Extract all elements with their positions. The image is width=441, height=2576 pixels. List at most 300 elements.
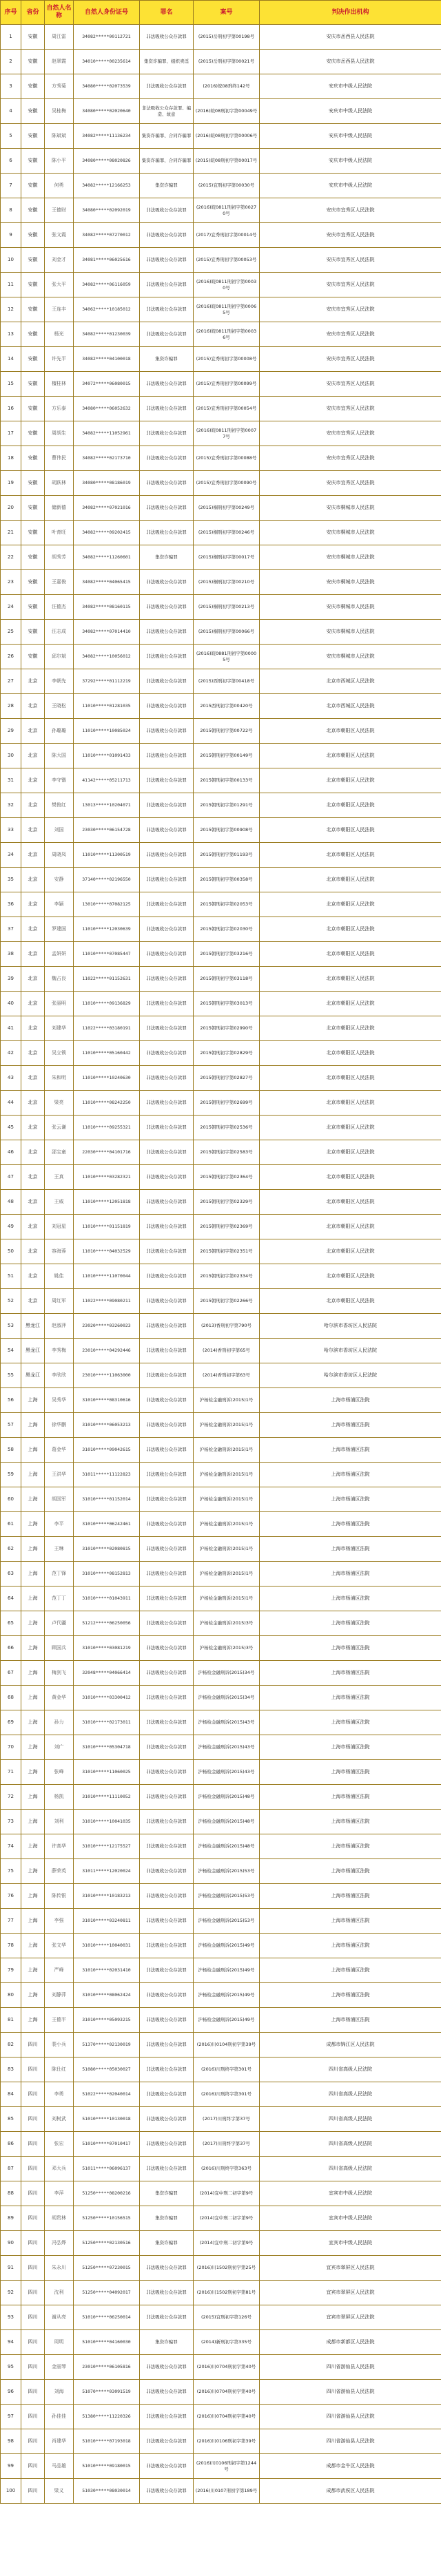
- row-province: 上海: [21, 1487, 45, 1512]
- row-case-number: 2015朝刑初字第02583号: [194, 1140, 260, 1165]
- row-index: 68: [1, 1686, 21, 1710]
- row-province: 上海: [21, 1611, 45, 1636]
- table-row: [1, 694, 441, 719]
- row-province: 安徽: [21, 74, 45, 99]
- row-province: 安徽: [21, 645, 45, 669]
- row-case-number: 沪杨检金融刑诉(2015)1号: [194, 1438, 260, 1463]
- row-province: 黑龙江: [21, 1314, 45, 1339]
- row-crime: 非法吸收公众存款罪: [140, 25, 194, 50]
- row-name: 刘广: [45, 1735, 74, 1760]
- table-row: [1, 1983, 441, 2008]
- row-province: 安徽: [21, 25, 45, 50]
- row-case-number: 沪杨检金融刑诉(2015)53号: [194, 1909, 260, 1934]
- row-id-number: 51250*****10156515: [74, 2206, 140, 2231]
- row-name: 安静: [45, 868, 74, 892]
- row-case-number: (2017)川刑终字第37号: [194, 2132, 260, 2157]
- row-case-number: (2015)桐刑初字第00210号: [194, 570, 260, 595]
- table-row: [1, 2082, 441, 2107]
- table-row: [1, 1710, 441, 1735]
- row-court: 安庆市桐城市人民法院: [260, 545, 441, 570]
- row-crime: 非法吸收公众存款罪: [140, 2454, 194, 2479]
- row-id-number: 34082*****01230039: [74, 322, 140, 347]
- row-case-number: 2015朝刑初字第01193号: [194, 843, 260, 868]
- row-case-number: 沪杨检金融刑诉(2015)43号: [194, 1760, 260, 1785]
- row-index: 38: [1, 942, 21, 967]
- row-case-number: 2015朝刑初字第02351号: [194, 1239, 260, 1264]
- row-index: 95: [1, 2355, 21, 2380]
- table-row: [1, 2132, 441, 2157]
- row-case-number: 沪杨检金融刑诉(2015)1号: [194, 1587, 260, 1611]
- row-case-number: 沪杨检金融刑诉(2015)34号: [194, 1686, 260, 1710]
- row-index: 33: [1, 818, 21, 843]
- table-row: [1, 397, 441, 421]
- table-row: [1, 2281, 441, 2305]
- row-id-number: 34082*****07021016: [74, 496, 140, 521]
- table-row: [1, 570, 441, 595]
- row-index: 69: [1, 1710, 21, 1735]
- row-province: 安徽: [21, 446, 45, 471]
- row-name: 杨光: [45, 322, 74, 347]
- row-court: 上海市杨浦区法院: [260, 1909, 441, 1934]
- row-id-number: 11010*****04032529: [74, 1239, 140, 1264]
- row-index: 98: [1, 2429, 21, 2454]
- row-crime: 非法吸收公众存款罪: [140, 1314, 194, 1339]
- row-case-number: 2015朝刑初字第02266号: [194, 1289, 260, 1314]
- row-province: 上海: [21, 1909, 45, 1934]
- row-index: 24: [1, 595, 21, 620]
- row-index: 74: [1, 1834, 21, 1859]
- row-id-number: 31010*****08310616: [74, 1388, 140, 1413]
- row-crime: 非法吸收公众存款罪: [140, 1016, 194, 1041]
- table-row: [1, 1388, 441, 1413]
- row-court: 北京市朝阳区人民法院: [260, 1165, 441, 1190]
- row-case-number: (2014)宜中刑二初字第9号: [194, 2231, 260, 2256]
- table-row: [1, 1264, 441, 1289]
- row-court: 北京市朝阳区人民法院: [260, 1091, 441, 1116]
- row-id-number: 31010*****09042615: [74, 1438, 140, 1463]
- row-court: 北京市朝阳区人民法院: [260, 843, 441, 868]
- row-crime: 非法吸收公众存款罪: [140, 1264, 194, 1289]
- row-case-number: (2016)皖08刑初字第00006号: [194, 124, 260, 149]
- row-index: 30: [1, 744, 21, 768]
- row-name: 刘利: [45, 1810, 74, 1834]
- table-header: [1, 1, 441, 25]
- row-index: 45: [1, 1116, 21, 1140]
- row-index: 43: [1, 1066, 21, 1091]
- row-name: 邓大兵: [45, 2157, 74, 2181]
- table-row: [1, 347, 441, 372]
- row-case-number: 沪杨检金融刑诉(2015)1号: [194, 1413, 260, 1438]
- row-province: 上海: [21, 1512, 45, 1537]
- row-court: 北京市朝阳区人民法院: [260, 1215, 441, 1239]
- row-province: 上海: [21, 1884, 45, 1909]
- header-index: 序号: [1, 1, 21, 25]
- row-province: 北京: [21, 694, 45, 719]
- row-id-number: 23030*****06154728: [74, 818, 140, 843]
- row-court: 上海市杨浦区法院: [260, 1785, 441, 1810]
- row-court: 四川省高级人民法院: [260, 2107, 441, 2132]
- row-case-number: 沪杨检金融刑诉(2015)53号: [194, 1884, 260, 1909]
- row-crime: 非法吸收公众存款罪: [140, 645, 194, 669]
- row-index: 73: [1, 1810, 21, 1834]
- table-row: [1, 273, 441, 297]
- row-name: 梁亮: [45, 1091, 74, 1116]
- row-id-number: 11010*****01091433: [74, 744, 140, 768]
- row-province: 北京: [21, 942, 45, 967]
- row-index: 83: [1, 2057, 21, 2082]
- row-id-number: 31010*****11060025: [74, 1760, 140, 1785]
- table-row: [1, 2181, 441, 2206]
- row-id-number: 23020*****03260023: [74, 1314, 140, 1339]
- row-case-number: (2017)宜秀刑初字第00014号: [194, 223, 260, 248]
- row-province: 安徽: [21, 198, 45, 223]
- row-name: 李平: [45, 1512, 74, 1537]
- row-case-number: 沪杨检金融刑诉(2015)49号: [194, 1958, 260, 1983]
- row-name: 孙佳佳: [45, 2405, 74, 2429]
- row-name: 姚佳: [45, 1264, 74, 1289]
- row-case-number: (2015)皖08刑初字第00017号: [194, 149, 260, 174]
- row-case-number: (2017)川刑终字第37号: [194, 2107, 260, 2132]
- row-case-number: 沪杨检金融刑诉(2015)34号: [194, 1661, 260, 1686]
- row-crime: 集资诈骗罪: [140, 2231, 194, 2256]
- row-court: 北京市朝阳区人民法院: [260, 1066, 441, 1091]
- table-row: [1, 2429, 441, 2454]
- row-province: 北京: [21, 1016, 45, 1041]
- row-province: 黑龙江: [21, 1339, 45, 1363]
- row-crime: 非法吸收公众存款罪: [140, 198, 194, 223]
- row-crime: 非法吸收公众存款罪: [140, 1066, 194, 1091]
- row-id-number: 34080*****08186019: [74, 471, 140, 496]
- row-province: 四川: [21, 2305, 45, 2330]
- row-crime: 集资诈骗罪、合同诈骗罪: [140, 124, 194, 149]
- row-index: 60: [1, 1487, 21, 1512]
- row-case-number: 2015西刑初字第00420号: [194, 694, 260, 719]
- table-row: [1, 446, 441, 471]
- row-case-number: (2015)岳刑初字第00198号: [194, 25, 260, 50]
- table-row: [1, 2057, 441, 2082]
- row-court: 安庆市宜秀区人民法院: [260, 273, 441, 297]
- row-court: 哈尔滨市香坊区人民法院: [260, 1314, 441, 1339]
- row-id-number: 51010*****10130018: [74, 2107, 140, 2132]
- row-case-number: (2015)宜秀刑初字第00090号: [194, 471, 260, 496]
- row-province: 安徽: [21, 347, 45, 372]
- row-id-number: 51380*****11220326: [74, 2405, 140, 2429]
- row-id-number: 31010*****02080815: [74, 1537, 140, 1562]
- row-name: 魏占良: [45, 967, 74, 992]
- row-court: 北京市朝阳区人民法院: [260, 942, 441, 967]
- row-index: 72: [1, 1785, 21, 1810]
- row-crime: 非法吸收公众存款罪: [140, 1165, 194, 1190]
- row-index: 34: [1, 843, 21, 868]
- row-name: 曹伟民: [45, 446, 74, 471]
- row-index: 4: [1, 99, 21, 124]
- row-index: 100: [1, 2479, 21, 2504]
- row-name: 王真: [45, 1165, 74, 1190]
- row-court: 安庆市桐城市人民法院: [260, 496, 441, 521]
- row-crime: 非法吸收公众存款罪: [140, 248, 194, 273]
- row-index: 17: [1, 421, 21, 446]
- row-court: 安庆市宜秀区人民法院: [260, 322, 441, 347]
- row-crime: 非法吸收公众存款罪: [140, 297, 194, 322]
- row-crime: 非法吸收公众存款罪: [140, 1636, 194, 1661]
- table-row: [1, 1215, 441, 1239]
- row-index: 36: [1, 892, 21, 917]
- row-id-number: 51010*****07010417: [74, 2132, 140, 2157]
- row-court: 安庆市桐城市人民法院: [260, 570, 441, 595]
- table-row: [1, 99, 441, 124]
- row-name: 孙璐璐: [45, 719, 74, 744]
- row-index: 81: [1, 2008, 21, 2033]
- row-index: 44: [1, 1091, 21, 1116]
- row-province: 四川: [21, 2107, 45, 2132]
- table-row: [1, 768, 441, 793]
- row-index: 56: [1, 1388, 21, 1413]
- table-row: [1, 2033, 441, 2057]
- row-crime: 非法吸收公众存款罪: [140, 1512, 194, 1537]
- table-row: [1, 1190, 441, 1215]
- row-court: 上海市杨浦区法院: [260, 1958, 441, 1983]
- table-row: [1, 2330, 441, 2355]
- row-crime: 非法吸收公众存款罪: [140, 818, 194, 843]
- table-row: [1, 1537, 441, 1562]
- row-name: 李萍: [45, 2181, 74, 2206]
- row-court: 上海市杨浦区法院: [260, 1487, 441, 1512]
- row-name: 胡秀芳: [45, 545, 74, 570]
- row-id-number: 11010*****08242250: [74, 1091, 140, 1116]
- row-court: 安庆市中级人民法院: [260, 149, 441, 174]
- row-court: 上海市杨浦区法院: [260, 1512, 441, 1537]
- table-row: [1, 2157, 441, 2181]
- table-row: [1, 967, 441, 992]
- row-id-number: 51080*****05030027: [74, 2057, 140, 2082]
- row-case-number: 2015朝刑初字第03118号: [194, 967, 260, 992]
- row-id-number: 11010*****03282321: [74, 1165, 140, 1190]
- row-case-number: (2015)宜秀刑初字第00008号: [194, 347, 260, 372]
- row-id-number: 34082*****02173710: [74, 446, 140, 471]
- table-row: [1, 223, 441, 248]
- row-id-number: 34081*****06025616: [74, 248, 140, 273]
- row-province: 四川: [21, 2206, 45, 2231]
- row-name: 孙力: [45, 1710, 74, 1735]
- row-name: 薛荣英: [45, 1859, 74, 1884]
- row-id-number: 51010*****04160030: [74, 2330, 140, 2355]
- row-crime: 非法吸收公众存款罪: [140, 942, 194, 967]
- row-name: 张大平: [45, 273, 74, 297]
- row-case-number: (2014)香刑初字第65号: [194, 1339, 260, 1363]
- row-id-number: 37292*****01112219: [74, 669, 140, 694]
- row-province: 四川: [21, 2181, 45, 2206]
- row-name: 金丽琴: [45, 2355, 74, 2380]
- row-crime: 集资诈骗罪、组织卖淫: [140, 50, 194, 74]
- row-index: 66: [1, 1636, 21, 1661]
- row-crime: 非法吸收公众存款罪: [140, 1983, 194, 2008]
- row-name: 张云谦: [45, 1116, 74, 1140]
- row-court: 北京市朝阳区人民法院: [260, 1016, 441, 1041]
- row-index: 52: [1, 1289, 21, 1314]
- row-case-number: 2015朝刑初字第02364号: [194, 1165, 260, 1190]
- table-row: [1, 248, 441, 273]
- table-row: [1, 149, 441, 174]
- row-crime: 非法吸收公众存款罪: [140, 1735, 194, 1760]
- row-name: 裴小兵: [45, 2033, 74, 2057]
- row-name: 王连丰: [45, 297, 74, 322]
- row-court: 上海市杨浦区法院: [260, 1562, 441, 1587]
- table-row: [1, 1958, 441, 1983]
- row-name: 邱尔斌: [45, 645, 74, 669]
- row-province: 安徽: [21, 521, 45, 545]
- row-id-number: 31010*****02031410: [74, 1958, 140, 1983]
- row-crime: 非法吸收公众存款罪: [140, 992, 194, 1016]
- row-case-number: (2015)岳刑初字第00021号: [194, 50, 260, 74]
- row-id-number: 34072*****06080015: [74, 372, 140, 397]
- row-name: 朱永川: [45, 2256, 74, 2281]
- row-case-number: 2015朝刑初字第02334号: [194, 1264, 260, 1289]
- row-crime: 非法吸收公众存款罪: [140, 843, 194, 868]
- row-index: 71: [1, 1760, 21, 1785]
- row-id-number: 51070*****03091519: [74, 2380, 140, 2405]
- row-id-number: 51022*****02040014: [74, 2082, 140, 2107]
- row-crime: 非法吸收公众存款罪: [140, 793, 194, 818]
- row-id-number: 31010*****05093215: [74, 2008, 140, 2033]
- table-row: [1, 471, 441, 496]
- row-name: 许高华: [45, 1834, 74, 1859]
- row-court: 北京市朝阳区人民法院: [260, 967, 441, 992]
- row-index: 64: [1, 1587, 21, 1611]
- row-case-number: (2016)川0107刑初字第189号: [194, 2479, 260, 2504]
- row-name: 冯弘烨: [45, 2231, 74, 2256]
- row-crime: 集资诈骗罪、合同诈骗罪: [140, 149, 194, 174]
- table-row: [1, 25, 441, 50]
- row-name: 储新德: [45, 496, 74, 521]
- row-province: 北京: [21, 1091, 45, 1116]
- row-crime: 非法吸收公众存款罪: [140, 322, 194, 347]
- row-court: 安庆市桐城市人民法院: [260, 521, 441, 545]
- row-court: 宜宾市翠屏区人民法院: [260, 2281, 441, 2305]
- row-province: 安徽: [21, 99, 45, 124]
- table-body: [1, 25, 441, 2504]
- row-case-number: 2015朝刑初字第02990号: [194, 1016, 260, 1041]
- table-row: [1, 620, 441, 645]
- row-case-number: 沪杨检金融刑诉(2015)49号: [194, 1983, 260, 2008]
- row-id-number: 31010*****10041035: [74, 1810, 140, 1834]
- row-name: 许先平: [45, 347, 74, 372]
- row-court: 上海市杨浦区法院: [260, 2008, 441, 2033]
- table-row: [1, 917, 441, 942]
- table-row: [1, 2479, 441, 2504]
- row-court: 北京市朝阳区人民法院: [260, 744, 441, 768]
- row-case-number: (2014)宜中刑二初字第9号: [194, 2181, 260, 2206]
- row-crime: 非法吸收公众存款罪: [140, 2405, 194, 2429]
- row-id-number: 34082*****11260601: [74, 545, 140, 570]
- row-province: 四川: [21, 2057, 45, 2082]
- row-name: 何勇: [45, 174, 74, 198]
- row-crime: 非法吸收公众存款罪: [140, 2256, 194, 2281]
- row-crime: 非法吸收公众存款罪: [140, 1438, 194, 1463]
- table-row: [1, 372, 441, 397]
- table-row: [1, 1587, 441, 1611]
- row-case-number: 沪杨检金融刑诉(2015)1号: [194, 1463, 260, 1487]
- table-row: [1, 2454, 441, 2479]
- row-crime: 非法吸收公众存款罪: [140, 223, 194, 248]
- row-id-number: 23010*****11063000: [74, 1363, 140, 1388]
- row-court: 安庆市宜秀区人民法院: [260, 446, 441, 471]
- row-id-number: 31010*****08152813: [74, 1562, 140, 1587]
- row-case-number: 2015朝刑初字第00358号: [194, 868, 260, 892]
- row-province: 上海: [21, 1983, 45, 2008]
- row-province: 北京: [21, 744, 45, 768]
- row-name: 周胡生: [45, 421, 74, 446]
- row-case-number: (2015)宜秀刑初字第00053号: [194, 248, 260, 273]
- row-case-number: 沪杨检金融刑诉(2015)1号: [194, 1388, 260, 1413]
- row-province: 上海: [21, 1710, 45, 1735]
- row-court: 哈尔滨市香坊区人民法院: [260, 1339, 441, 1363]
- row-province: 四川: [21, 2256, 45, 2281]
- row-province: 安徽: [21, 421, 45, 446]
- row-province: 安徽: [21, 248, 45, 273]
- row-index: 99: [1, 2454, 21, 2479]
- row-id-number: 34082*****04065415: [74, 570, 140, 595]
- row-crime: 非法吸收公众存款罪: [140, 2107, 194, 2132]
- row-index: 12: [1, 297, 21, 322]
- row-id-number: 31010*****03300412: [74, 1686, 140, 1710]
- row-province: 安徽: [21, 149, 45, 174]
- row-id-number: 31010*****11110052: [74, 1785, 140, 1810]
- table-row: [1, 1636, 441, 1661]
- row-crime: 非法吸收公众存款罪: [140, 1116, 194, 1140]
- row-name: 胡国军: [45, 1487, 74, 1512]
- row-id-number: 11010*****12051818: [74, 1190, 140, 1215]
- row-name: 沈利: [45, 2281, 74, 2305]
- row-province: 北京: [21, 793, 45, 818]
- row-province: 上海: [21, 1636, 45, 1661]
- row-court: 北京市朝阳区人民法院: [260, 1264, 441, 1289]
- row-province: 北京: [21, 1041, 45, 1066]
- row-name: 陈传银: [45, 1884, 74, 1909]
- row-name: 张文华: [45, 1934, 74, 1958]
- row-id-number: 34010*****00235614: [74, 50, 140, 74]
- row-name: 梁义: [45, 2479, 74, 2504]
- row-province: 四川: [21, 2429, 45, 2454]
- row-id-number: 51370*****02130019: [74, 2033, 140, 2057]
- table-row: [1, 2206, 441, 2231]
- row-id-number: 13013*****10204071: [74, 793, 140, 818]
- row-case-number: (2016)川0704刑初字第40号: [194, 2380, 260, 2405]
- table-row: [1, 174, 441, 198]
- row-court: 四川省高级人民法院: [260, 2132, 441, 2157]
- row-court: 安庆市中级人民法院: [260, 174, 441, 198]
- row-index: 46: [1, 1140, 21, 1165]
- row-name: 肖建华: [45, 2429, 74, 2454]
- row-court: 上海市杨浦区法院: [260, 1686, 441, 1710]
- row-crime: 非法吸收公众存款罪: [140, 2082, 194, 2107]
- row-court: 北京市朝阳区人民法院: [260, 1289, 441, 1314]
- row-court: 安庆市桐城市人民法院: [260, 620, 441, 645]
- row-province: 四川: [21, 2454, 45, 2479]
- row-province: 上海: [21, 1388, 45, 1413]
- row-index: 96: [1, 2380, 21, 2405]
- header-name: 自然人名称: [45, 1, 74, 25]
- row-case-number: 沪杨检金融刑诉(2015)43号: [194, 1710, 260, 1735]
- row-court: 安庆市宜秀区人民法院: [260, 397, 441, 421]
- row-case-number: 2015朝刑初字第00908号: [194, 818, 260, 843]
- row-index: 62: [1, 1537, 21, 1562]
- row-province: 安徽: [21, 223, 45, 248]
- row-id-number: 11022*****01152631: [74, 967, 140, 992]
- row-case-number: (2015)宜秀刑初字第00054号: [194, 397, 260, 421]
- row-crime: 非法吸收公众存款罪: [140, 1686, 194, 1710]
- row-index: 80: [1, 1983, 21, 2008]
- header-crime: 罪名: [140, 1, 194, 25]
